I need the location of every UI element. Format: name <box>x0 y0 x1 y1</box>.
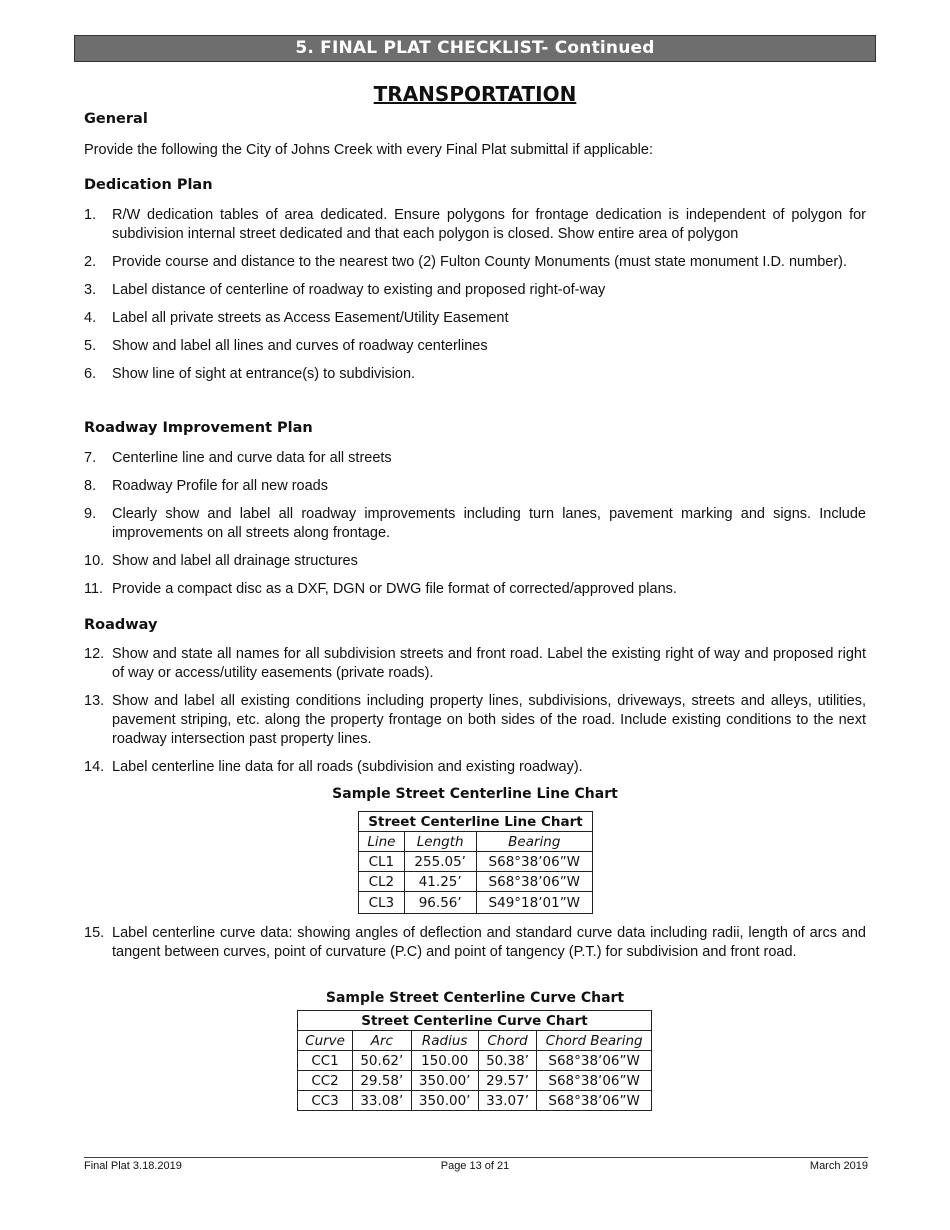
table-cell: S68°38’06”W <box>476 852 592 872</box>
table-cell: CL2 <box>359 872 405 892</box>
item-text: Provide course and distance to the nearest two (2) Fulton County Monuments (must state monument I.D. number). <box>112 254 848 270</box>
table-cell: S49°18’01”W <box>476 892 592 914</box>
item-text: Provide a compact disc as a DXF, DGN or DWG file format of corrected/approved plans. <box>112 581 677 597</box>
table-cell: 29.58’ <box>353 1071 411 1091</box>
general-heading: General <box>84 111 148 127</box>
column-header: Chord Bearing <box>537 1031 652 1051</box>
column-header: Line <box>359 832 405 852</box>
table-row <box>359 892 593 914</box>
list-item <box>84 337 866 356</box>
table-title-row <box>359 812 593 832</box>
list-item <box>84 580 866 599</box>
list-item <box>84 365 866 384</box>
item-number: 3. <box>84 282 97 298</box>
table-cell: S68°38’06”W <box>537 1071 652 1091</box>
footer-left: Final Plat 3.18.2019 <box>84 1160 182 1172</box>
item-number: 8. <box>84 478 97 494</box>
table-cell: CC1 <box>298 1051 353 1071</box>
list-item <box>84 253 866 272</box>
footer-page-number: Page 13 of 21 <box>440 1160 510 1172</box>
item-number: 6. <box>84 366 97 382</box>
item-text: Centerline line and curve data for all streets <box>112 450 392 466</box>
item-text: R/W dedication tables of area dedicated. Ensure polygons for frontage dedication is independent of polygon for subdivision internal street dedicated and that each polygon is closed. Show entire area of polygon <box>112 207 866 242</box>
list-item <box>84 692 866 749</box>
table-cell: 255.05’ <box>404 852 476 872</box>
list-item <box>84 449 866 468</box>
improvement-heading: Roadway Improvement Plan <box>84 420 313 436</box>
roadway-heading: Roadway <box>84 617 158 633</box>
column-header: Chord <box>478 1031 536 1051</box>
table-cell: S68°38’06”W <box>537 1051 652 1071</box>
table-cell: 350.00’ <box>411 1071 478 1091</box>
table-header-row <box>298 1031 652 1051</box>
item-number: 7. <box>84 450 97 466</box>
table-cell: CL3 <box>359 892 405 914</box>
column-header: Length <box>404 832 476 852</box>
item-text: Label distance of centerline of roadway to existing and proposed right-of-way <box>112 282 606 298</box>
item-text: Show and label all drainage structures <box>112 553 358 569</box>
table-cell: 150.00 <box>411 1051 478 1071</box>
list-item <box>84 758 866 777</box>
table-row <box>359 872 593 892</box>
item-number: 5. <box>84 338 97 354</box>
item-number: 4. <box>84 310 97 326</box>
item-text: Roadway Profile for all new roads <box>112 478 328 494</box>
item-number: 2. <box>84 254 97 270</box>
table-row <box>359 852 593 872</box>
table-cell: 350.00’ <box>411 1091 478 1111</box>
general-text: Provide the following the City of Johns Creek with every Final Plat submittal if applicable: <box>84 142 653 158</box>
table-cell: 50.38’ <box>478 1051 536 1071</box>
item-number: 12. <box>84 646 105 662</box>
item-text: Show line of sight at entrance(s) to subdivision. <box>112 366 416 382</box>
dedication-heading: Dedication Plan <box>84 177 213 193</box>
dedication-list <box>84 206 866 384</box>
line-chart-title: Street Centerline Line Chart <box>359 812 593 832</box>
line-chart-table <box>358 811 593 914</box>
column-header: Arc <box>353 1031 411 1051</box>
footer-right: March 2019 <box>809 1160 868 1172</box>
item-number: 13. <box>84 693 105 709</box>
item-text: Show and state all names for all subdivision streets and front road. Label the existing right of way and proposed right of way or access/utility easements (private roads). <box>112 646 866 681</box>
roadway-list <box>84 645 866 777</box>
table-cell: 50.62’ <box>353 1051 411 1071</box>
list-item <box>84 477 866 496</box>
list-item <box>84 552 866 571</box>
item-number: 9. <box>84 506 97 522</box>
item-number: 10. <box>84 553 105 569</box>
table-cell: S68°38’06”W <box>537 1091 652 1111</box>
item-number: 11. <box>84 581 104 597</box>
curve-chart-table <box>297 1010 652 1111</box>
list-item <box>84 309 866 328</box>
list-item <box>84 645 866 683</box>
item-text: Show and label all existing conditions including property lines, subdivisions, driveways, streets and alleys, utilities, pavement striping, etc. along the property frontage on both sides of the road. Include existing conditions to the next roadway intersection past property lines. <box>112 693 866 747</box>
footer-divider <box>84 1157 868 1158</box>
list-item <box>84 206 866 244</box>
column-header: Radius <box>411 1031 478 1051</box>
list-item <box>84 924 866 962</box>
table-title-row <box>298 1011 652 1031</box>
table-row <box>298 1071 652 1091</box>
curve-chart-title: Street Centerline Curve Chart <box>298 1011 652 1031</box>
list-item <box>84 281 866 300</box>
column-header: Bearing <box>476 832 592 852</box>
item-text: Clearly show and label all roadway improvements including turn lanes, pavement marking and signs. Include improvements on all streets along frontage. <box>112 506 866 541</box>
table-cell: CC3 <box>298 1091 353 1111</box>
table-cell: 33.07’ <box>478 1091 536 1111</box>
list-item <box>84 505 866 543</box>
table-cell: 29.57’ <box>478 1071 536 1091</box>
line-chart-caption: Sample Street Centerline Line Chart <box>332 786 618 802</box>
curve-chart-caption: Sample Street Centerline Curve Chart <box>325 990 625 1006</box>
table-cell: 96.56’ <box>404 892 476 914</box>
page-title: TRANSPORTATION <box>373 82 577 106</box>
item-text: Show and label all lines and curves of roadway centerlines <box>112 338 488 354</box>
table-cell: 33.08’ <box>353 1091 411 1111</box>
table-cell: S68°38’06”W <box>476 872 592 892</box>
item-number: 15. <box>84 925 105 941</box>
improvement-list <box>84 449 866 599</box>
table-cell: CC2 <box>298 1071 353 1091</box>
item-number: 1. <box>84 207 97 223</box>
item-text: Label centerline curve data: showing angles of deflection and standard curve data including radii, length of arcs and tangent between curves, point of curvature (P.C) and point of tangency (P.T.) for subdivision and front road. <box>112 925 866 960</box>
column-header: Curve <box>298 1031 353 1051</box>
table-cell: CL1 <box>359 852 405 872</box>
item-text: Label centerline line data for all roads (subdivision and existing roadway). <box>112 759 583 775</box>
item-text: Label all private streets as Access Easement/Utility Easement <box>112 310 509 326</box>
item-number: 14. <box>84 759 105 775</box>
table-cell: 41.25’ <box>404 872 476 892</box>
table-row <box>298 1051 652 1071</box>
table-row <box>298 1091 652 1111</box>
section-banner: 5. FINAL PLAT CHECKLIST- Continued <box>74 35 876 62</box>
table-header-row <box>359 832 593 852</box>
